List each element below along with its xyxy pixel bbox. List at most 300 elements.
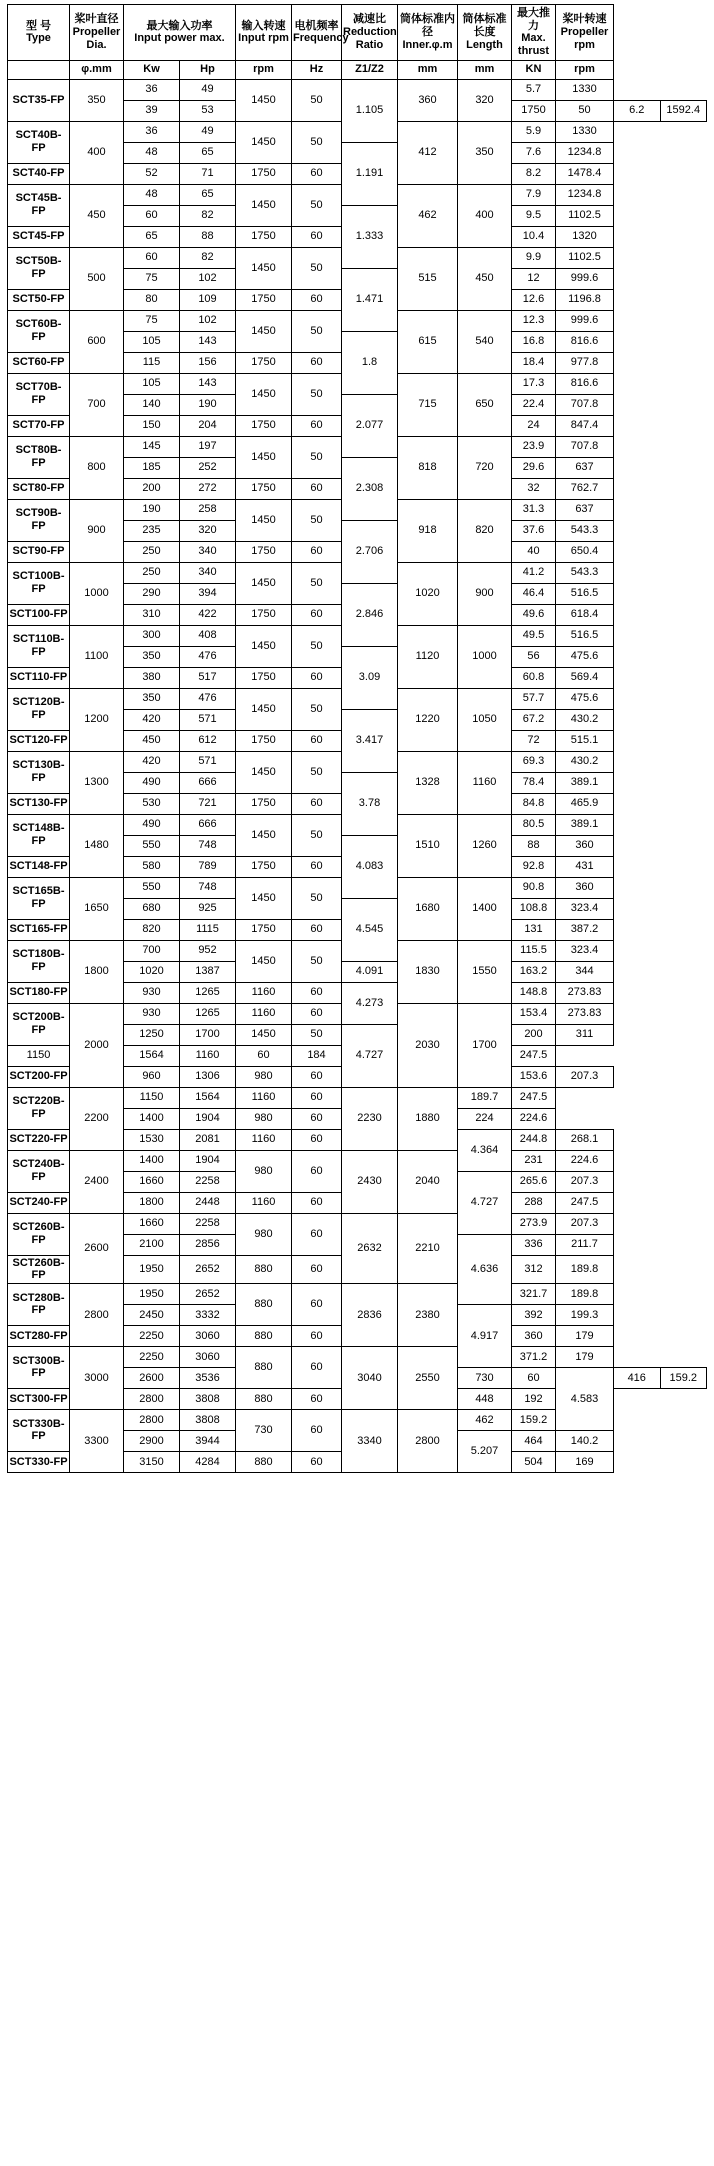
cell-thrust: 41.2 <box>512 562 556 583</box>
cell-kw: 450 <box>124 730 180 751</box>
cell-propeller-dia: 1650 <box>70 877 124 940</box>
cell-input-rpm: 1750 <box>236 667 292 688</box>
unit-ratio: Z1/Z2 <box>342 60 398 79</box>
cell-propeller-rpm: 159.2 <box>512 1409 556 1430</box>
cell-propeller-rpm: 637 <box>556 499 614 520</box>
cell-input-rpm: 1750 <box>236 730 292 751</box>
cell-hp: 2448 <box>180 1192 236 1213</box>
cell-hp: 143 <box>180 373 236 394</box>
cell-kw: 2800 <box>124 1388 180 1409</box>
cell-model: SCT220B-FP <box>8 1087 70 1129</box>
cell-hp: 3808 <box>180 1409 236 1430</box>
cell-input-rpm: 1160 <box>236 1003 292 1024</box>
cell-ratio: 4.583 <box>556 1367 614 1430</box>
cell-inner-dia: 2230 <box>342 1087 398 1150</box>
unit-hp: Hp <box>180 60 236 79</box>
cell-input-rpm: 1450 <box>236 373 292 415</box>
cell-hp: 3536 <box>180 1367 236 1388</box>
cell-kw: 1400 <box>124 1108 180 1129</box>
cell-inner-dia: 360 <box>398 79 458 121</box>
cell-ratio: 4.364 <box>458 1129 512 1171</box>
cell-thrust: 189.7 <box>458 1087 512 1108</box>
cell-hp: 666 <box>180 814 236 835</box>
cell-thrust: 56 <box>512 646 556 667</box>
cell-kw: 36 <box>124 79 180 100</box>
cell-kw: 115 <box>124 352 180 373</box>
cell-thrust: 16.8 <box>512 331 556 352</box>
cell-frequency: 50 <box>292 121 342 163</box>
cell-hp: 49 <box>180 79 236 100</box>
cell-inner-dia: 2030 <box>398 1003 458 1087</box>
cell-inner-dia: 818 <box>398 436 458 499</box>
cell-frequency: 60 <box>292 1192 342 1213</box>
cell-kw: 490 <box>124 814 180 835</box>
cell-frequency: 50 <box>292 940 342 982</box>
cell-propeller-rpm: 323.4 <box>556 940 614 961</box>
cell-kw: 1800 <box>124 1192 180 1213</box>
cell-propeller-rpm: 389.1 <box>556 814 614 835</box>
cell-hp: 721 <box>180 793 236 814</box>
cell-propeller-rpm: 816.6 <box>556 373 614 394</box>
cell-kw: 105 <box>124 373 180 394</box>
header-input-rpm: 输入转速 Input rpm <box>236 5 292 61</box>
cell-frequency: 60 <box>292 478 342 499</box>
cell-hp: 3060 <box>180 1325 236 1346</box>
cell-hp: 517 <box>180 667 236 688</box>
cell-input-rpm: 1160 <box>236 982 292 1003</box>
cell-kw: 530 <box>124 793 180 814</box>
cell-inner-dia: 1020 <box>398 562 458 625</box>
cell-ratio: 4.917 <box>458 1304 512 1367</box>
cell-hp: 612 <box>180 730 236 751</box>
cell-input-rpm: 1450 <box>236 79 292 121</box>
cell-hp: 1265 <box>180 982 236 1003</box>
cell-frequency: 60 <box>292 415 342 436</box>
cell-ratio: 4.091 <box>342 961 398 982</box>
cell-ratio: 1.8 <box>342 331 398 394</box>
header-propeller-dia: 桨叶直径 Propeller Dia. <box>70 5 124 61</box>
cell-length: 2210 <box>398 1213 458 1283</box>
cell-hp: 272 <box>180 478 236 499</box>
cell-model: SCT240B-FP <box>8 1150 70 1192</box>
cell-frequency: 60 <box>292 856 342 877</box>
cell-ratio: 1.105 <box>342 79 398 142</box>
cell-length: 1880 <box>398 1087 458 1150</box>
cell-input-rpm: 980 <box>236 1066 292 1087</box>
cell-input-rpm: 1160 <box>236 1087 292 1108</box>
cell-hp: 1564 <box>180 1087 236 1108</box>
cell-propeller-rpm: 1592.4 <box>660 100 707 121</box>
cell-input-rpm: 730 <box>236 1409 292 1451</box>
cell-ratio: 2.077 <box>342 394 398 457</box>
cell-propeller-rpm: 569.4 <box>556 667 614 688</box>
cell-hp: 2652 <box>180 1255 236 1283</box>
cell-frequency: 60 <box>292 1409 342 1451</box>
cell-thrust: 244.8 <box>512 1129 556 1150</box>
cell-inner-dia: 2430 <box>342 1150 398 1213</box>
header-inner-dia: 筒体标准内径 Inner.φ.m <box>398 5 458 61</box>
unit-hz: Hz <box>292 60 342 79</box>
cell-propeller-rpm: 247.5 <box>556 1192 614 1213</box>
cell-model: SCT90-FP <box>8 541 70 562</box>
cell-propeller-rpm: 707.8 <box>556 436 614 457</box>
cell-inner-dia: 412 <box>398 121 458 184</box>
cell-kw: 1150 <box>124 1087 180 1108</box>
cell-kw: 1950 <box>124 1255 180 1283</box>
cell-frequency: 50 <box>292 1024 342 1045</box>
cell-kw: 250 <box>124 562 180 583</box>
cell-propeller-rpm: 344 <box>556 961 614 982</box>
cell-propeller-rpm: 543.3 <box>556 562 614 583</box>
cell-thrust: 22.4 <box>512 394 556 415</box>
cell-propeller-rpm: 389.1 <box>556 772 614 793</box>
cell-frequency: 50 <box>292 814 342 856</box>
cell-thrust: 392 <box>512 1304 556 1325</box>
cell-input-rpm: 1450 <box>236 814 292 856</box>
cell-thrust: 312 <box>512 1255 556 1283</box>
cell-kw: 1950 <box>124 1283 180 1304</box>
cell-propeller-rpm: 816.6 <box>556 331 614 352</box>
cell-model: SCT130-FP <box>8 793 70 814</box>
unit-kw: Kw <box>124 60 180 79</box>
cell-frequency: 60 <box>292 919 342 940</box>
cell-model: SCT80B-FP <box>8 436 70 478</box>
cell-frequency: 60 <box>292 730 342 751</box>
cell-kw: 60 <box>124 205 180 226</box>
cell-hp: 3808 <box>180 1388 236 1409</box>
cell-inner-dia: 2632 <box>342 1213 398 1283</box>
cell-length: 2800 <box>398 1409 458 1472</box>
cell-input-rpm: 880 <box>236 1283 292 1325</box>
cell-propeller-rpm: 224.6 <box>512 1108 556 1129</box>
cell-input-rpm: 1450 <box>236 184 292 226</box>
cell-model: SCT200-FP <box>8 1066 70 1087</box>
cell-thrust: 84.8 <box>512 793 556 814</box>
cell-propeller-rpm: 159.2 <box>660 1367 707 1388</box>
cell-propeller-rpm: 1102.5 <box>556 205 614 226</box>
cell-kw: 930 <box>124 982 180 1003</box>
cell-kw: 550 <box>124 835 180 856</box>
cell-propeller-rpm: 1478.4 <box>556 163 614 184</box>
cell-propeller-rpm: 311 <box>556 1024 614 1045</box>
cell-frequency: 50 <box>292 247 342 289</box>
cell-thrust: 29.6 <box>512 457 556 478</box>
cell-thrust: 60.8 <box>512 667 556 688</box>
cell-hp: 320 <box>180 520 236 541</box>
cell-kw: 310 <box>124 604 180 625</box>
cell-input-rpm: 1750 <box>236 478 292 499</box>
cell-hp: 65 <box>180 184 236 205</box>
cell-model: SCT200B-FP <box>8 1003 70 1045</box>
cell-frequency: 60 <box>292 1283 342 1325</box>
cell-kw: 2600 <box>124 1367 180 1388</box>
cell-length: 1260 <box>458 814 512 877</box>
cell-inner-dia: 2836 <box>342 1283 398 1346</box>
cell-input-rpm: 1450 <box>236 688 292 730</box>
cell-kw: 190 <box>124 499 180 520</box>
cell-propeller-dia: 2400 <box>70 1150 124 1213</box>
cell-kw: 48 <box>124 142 180 163</box>
cell-frequency: 60 <box>292 1255 342 1283</box>
cell-frequency: 50 <box>292 184 342 226</box>
cell-ratio: 5.207 <box>458 1430 512 1472</box>
header-row <box>8 5 707 61</box>
cell-thrust: 504 <box>512 1451 556 1472</box>
cell-hp: 666 <box>180 772 236 793</box>
cell-propeller-rpm: 207.3 <box>556 1066 614 1087</box>
cell-inner-dia: 1328 <box>398 751 458 814</box>
cell-model: SCT180-FP <box>8 982 70 1003</box>
cell-propeller-rpm: 999.6 <box>556 268 614 289</box>
cell-thrust: 40 <box>512 541 556 562</box>
cell-thrust: 5.9 <box>512 121 556 142</box>
cell-inner-dia: 1120 <box>398 625 458 688</box>
cell-kw: 490 <box>124 772 180 793</box>
cell-ratio: 1.191 <box>342 142 398 205</box>
header-max-thrust: 最大推力 Max. thrust <box>512 5 556 61</box>
cell-propeller-rpm: 650.4 <box>556 541 614 562</box>
cell-inner-dia: 3340 <box>342 1409 398 1472</box>
cell-model: SCT260B-FP <box>8 1213 70 1255</box>
cell-input-rpm: 880 <box>236 1346 292 1388</box>
cell-ratio: 4.727 <box>342 1024 398 1087</box>
cell-input-rpm: 980 <box>236 1108 292 1129</box>
cell-frequency: 60 <box>292 1451 342 1472</box>
cell-hp: 748 <box>180 877 236 898</box>
cell-hp: 102 <box>180 268 236 289</box>
cell-propeller-rpm: 475.6 <box>556 646 614 667</box>
cell-thrust: 92.8 <box>512 856 556 877</box>
cell-thrust: 9.5 <box>512 205 556 226</box>
cell-input-rpm: 1450 <box>236 121 292 163</box>
cell-length: 1700 <box>458 1003 512 1087</box>
cell-kw: 52 <box>124 163 180 184</box>
cell-hp: 204 <box>180 415 236 436</box>
cell-inner-dia: 3040 <box>342 1346 398 1409</box>
cell-hp: 1387 <box>180 961 236 982</box>
cell-propeller-dia: 2200 <box>70 1087 124 1150</box>
cell-inner-dia: 1830 <box>398 940 458 1003</box>
cell-frequency: 60 <box>292 1129 342 1150</box>
cell-frequency: 50 <box>292 562 342 604</box>
cell-thrust: 163.2 <box>512 961 556 982</box>
cell-thrust: 49.5 <box>512 625 556 646</box>
cell-length: 1400 <box>458 877 512 940</box>
cell-thrust: 69.3 <box>512 751 556 772</box>
cell-thrust: 12 <box>512 268 556 289</box>
cell-propeller-dia: 1100 <box>70 625 124 688</box>
cell-length: 820 <box>458 499 512 562</box>
cell-input-rpm: 1750 <box>236 289 292 310</box>
cell-length: 1050 <box>458 688 512 751</box>
cell-input-rpm: 1450 <box>236 247 292 289</box>
cell-thrust: 131 <box>512 919 556 940</box>
cell-thrust: 57.7 <box>512 688 556 709</box>
cell-length: 1000 <box>458 625 512 688</box>
cell-propeller-rpm: 169 <box>556 1451 614 1472</box>
cell-frequency: 50 <box>292 751 342 793</box>
cell-propeller-dia: 1800 <box>70 940 124 1003</box>
cell-thrust: 231 <box>512 1150 556 1171</box>
cell-kw: 930 <box>124 1003 180 1024</box>
cell-frequency: 50 <box>292 877 342 919</box>
cell-thrust: 10.4 <box>512 226 556 247</box>
cell-frequency: 60 <box>292 1108 342 1129</box>
cell-thrust: 17.3 <box>512 373 556 394</box>
cell-thrust: 24 <box>512 415 556 436</box>
cell-propeller-rpm: 465.9 <box>556 793 614 814</box>
cell-propeller-rpm: 618.4 <box>556 604 614 625</box>
cell-model: SCT110B-FP <box>8 625 70 667</box>
cell-kw: 48 <box>124 184 180 205</box>
cell-thrust: 31.3 <box>512 499 556 520</box>
cell-kw: 1400 <box>124 1150 180 1171</box>
cell-frequency: 60 <box>292 1066 342 1087</box>
cell-propeller-rpm: 192 <box>512 1388 556 1409</box>
cell-model: SCT90B-FP <box>8 499 70 541</box>
cell-hp: 1265 <box>180 1003 236 1024</box>
cell-propeller-dia: 1300 <box>70 751 124 814</box>
cell-thrust: 336 <box>512 1234 556 1255</box>
cell-thrust: 360 <box>512 1325 556 1346</box>
cell-propeller-rpm: 268.1 <box>556 1129 614 1150</box>
cell-kw: 75 <box>124 268 180 289</box>
cell-model: SCT35-FP <box>8 79 70 121</box>
cell-propeller-rpm: 1330 <box>556 121 614 142</box>
cell-length: 1160 <box>458 751 512 814</box>
cell-hp: 53 <box>180 100 236 121</box>
cell-model: SCT45-FP <box>8 226 70 247</box>
cell-kw: 39 <box>124 100 180 121</box>
cell-thrust: 153.4 <box>512 1003 556 1024</box>
cell-propeller-rpm: 1196.8 <box>556 289 614 310</box>
cell-hp: 102 <box>180 310 236 331</box>
cell-frequency: 60 <box>292 793 342 814</box>
cell-propeller-rpm: 179 <box>556 1346 614 1367</box>
cell-kw: 2250 <box>124 1325 180 1346</box>
cell-kw: 350 <box>124 688 180 709</box>
unit-dia: φ.mm <box>70 60 124 79</box>
cell-frequency: 50 <box>292 688 342 730</box>
cell-kw: 2800 <box>124 1409 180 1430</box>
cell-inner-dia: 515 <box>398 247 458 310</box>
unit-length: mm <box>458 60 512 79</box>
cell-propeller-dia: 700 <box>70 373 124 436</box>
cell-thrust: 148.8 <box>512 982 556 1003</box>
cell-model: SCT165-FP <box>8 919 70 940</box>
cell-thrust: 90.8 <box>512 877 556 898</box>
cell-model: SCT45B-FP <box>8 184 70 226</box>
cell-propeller-rpm: 179 <box>556 1325 614 1346</box>
cell-input-rpm: 1750 <box>236 415 292 436</box>
cell-length: 450 <box>458 247 512 310</box>
cell-hp: 88 <box>180 226 236 247</box>
cell-inner-dia: 1680 <box>398 877 458 940</box>
cell-frequency: 50 <box>292 79 342 121</box>
cell-ratio: 4.727 <box>458 1171 512 1234</box>
cell-thrust: 273.9 <box>512 1213 556 1234</box>
cell-ratio: 4.083 <box>342 835 398 898</box>
cell-frequency: 60 <box>236 1045 292 1066</box>
cell-ratio: 1.471 <box>342 268 398 331</box>
cell-propeller-rpm: 762.7 <box>556 478 614 499</box>
cell-propeller-rpm: 637 <box>556 457 614 478</box>
cell-propeller-dia: 1200 <box>70 688 124 751</box>
cell-hp: 82 <box>180 247 236 268</box>
cell-input-rpm: 1450 <box>236 940 292 982</box>
cell-kw: 140 <box>124 394 180 415</box>
cell-model: SCT50-FP <box>8 289 70 310</box>
cell-model: SCT70-FP <box>8 415 70 436</box>
cell-propeller-dia: 1000 <box>70 562 124 625</box>
cell-input-rpm: 1750 <box>236 793 292 814</box>
cell-frequency: 60 <box>292 163 342 184</box>
cell-input-rpm: 980 <box>236 1150 292 1192</box>
cell-hp: 143 <box>180 331 236 352</box>
cell-thrust: 80.5 <box>512 814 556 835</box>
cell-model: SCT40B-FP <box>8 121 70 163</box>
cell-hp: 1904 <box>180 1108 236 1129</box>
cell-propeller-rpm: 431 <box>556 856 614 877</box>
cell-propeller-rpm: 707.8 <box>556 394 614 415</box>
cell-propeller-rpm: 516.5 <box>556 625 614 646</box>
cell-input-rpm: 1450 <box>236 310 292 352</box>
cell-length: 720 <box>458 436 512 499</box>
cell-hp: 2652 <box>180 1283 236 1304</box>
cell-kw: 2100 <box>124 1234 180 1255</box>
cell-hp: 49 <box>180 121 236 142</box>
cell-kw: 420 <box>124 709 180 730</box>
cell-thrust: 88 <box>512 835 556 856</box>
cell-frequency: 50 <box>556 100 614 121</box>
cell-propeller-rpm: 323.4 <box>556 898 614 919</box>
cell-input-rpm: 1450 <box>236 877 292 919</box>
cell-propeller-rpm: 1234.8 <box>556 184 614 205</box>
table-row <box>8 1213 707 1234</box>
cell-model: SCT130B-FP <box>8 751 70 793</box>
cell-thrust: 46.4 <box>512 583 556 604</box>
cell-propeller-rpm: 273.83 <box>556 982 614 1003</box>
cell-propeller-dia: 2600 <box>70 1213 124 1283</box>
cell-hp: 394 <box>180 583 236 604</box>
cell-hp: 571 <box>180 751 236 772</box>
cell-thrust: 49.6 <box>512 604 556 625</box>
cell-input-rpm: 1750 <box>236 919 292 940</box>
cell-input-rpm: 1450 <box>236 499 292 541</box>
table-head <box>8 5 707 80</box>
cell-propeller-rpm: 360 <box>556 877 614 898</box>
cell-hp: 109 <box>180 289 236 310</box>
cell-input-rpm: 1160 <box>236 1129 292 1150</box>
unit-row <box>8 60 707 79</box>
unit-rpm: rpm <box>236 60 292 79</box>
cell-propeller-dia: 500 <box>70 247 124 310</box>
cell-frequency: 60 <box>292 667 342 688</box>
cell-thrust: 8.2 <box>512 163 556 184</box>
cell-thrust: 9.9 <box>512 247 556 268</box>
cell-propeller-rpm: 475.6 <box>556 688 614 709</box>
cell-input-rpm: 1750 <box>236 226 292 247</box>
cell-kw: 1660 <box>124 1213 180 1234</box>
cell-frequency: 60 <box>512 1367 556 1388</box>
cell-input-rpm: 1160 <box>180 1045 236 1066</box>
cell-input-rpm: 1450 <box>236 436 292 478</box>
cell-hp: 1700 <box>180 1024 236 1045</box>
cell-length: 650 <box>458 373 512 436</box>
header-frequency: 电机频率 Frequency <box>292 5 342 61</box>
cell-kw: 1530 <box>124 1129 180 1150</box>
cell-hp: 2258 <box>180 1171 236 1192</box>
